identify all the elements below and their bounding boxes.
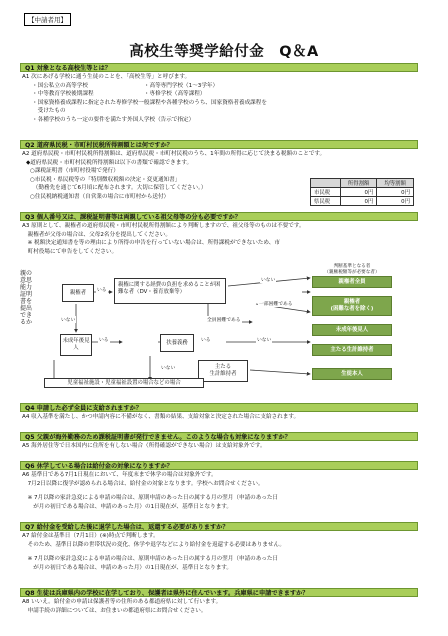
q1-heading: Q1 対象となる高校生等とは？ xyxy=(20,63,418,72)
q6-line: A6 基準日である7月1日現在において、年度末まで休学の場合は対象外です。 xyxy=(22,472,217,478)
result-guardian: 未成年後見人 xyxy=(312,324,392,336)
eligibility-flowchart xyxy=(20,264,418,392)
q1-line: A1 次にあげる学校に通う生徒のことを、「高校生等」と呼びます。 xyxy=(22,74,191,80)
q3-line: ※ 税額決定通知書を等の理由により所得の申告を行っていない場合は、所得課税ができないため、市 xyxy=(22,240,280,247)
q6-answer xyxy=(22,471,278,511)
table-cell: 0円 xyxy=(340,188,377,197)
flow-bottom-box: 児童福祉施設・児童福祉設置の場合などの場合 xyxy=(44,378,204,388)
q7-line: ※ 7月以降の家計急変による申請の場合は、原則申請のあった日の属する月の翌月（申請のあった日 xyxy=(22,556,279,563)
flow-side-question: 親の意思能力証明書を提出できるか xyxy=(20,270,33,326)
q6-heading: Q6 休学している場合は給付金の対象になりますか？ xyxy=(20,461,418,470)
table-header: 均等割額 xyxy=(377,179,414,188)
q7-answer xyxy=(22,532,285,572)
flow-earner-box: 主たる 生計維持者 xyxy=(198,360,248,382)
result-parents-partial: 親権者 (困難な者を除く) xyxy=(312,296,392,316)
result-all-parents: 親権者全員 xyxy=(312,276,392,288)
q1-line: ・国家資格養成課程に指定された専修学校一般課程や各種学校のうち、国家資格者養成課程を xyxy=(32,99,267,106)
table-cell: 市民税 xyxy=(311,188,341,197)
table-cell: 県民税 xyxy=(311,197,341,206)
q3-line: A3 原則として、親権者の道府県民税・市町村民税所得割額により判断しますので、祖父母等のものは不要です。 xyxy=(22,223,305,229)
table-cell: 0円 xyxy=(340,197,377,206)
q8-heading: Q8 生徒は兵庫県内の学校に在学しており、保護者は県外に住んでいます。兵庫県に申請できますか？ xyxy=(20,588,418,597)
q3-heading: Q3 個人番号又は、課税証明書等は両親している祖父母等の分も必要ですか？ xyxy=(20,212,418,221)
flow-guardian-box: 未成年後見人 xyxy=(60,334,92,356)
flow-parent-box: 親権者 xyxy=(62,284,94,302)
table-row xyxy=(311,188,414,197)
q1-line: 受けたもの xyxy=(32,108,66,115)
q8-line: A8 いいえ。給付金の申請は保護者等の住所のある都道府県に対して行います。 xyxy=(22,599,222,605)
q1-answer xyxy=(22,73,267,125)
q7-line: が月の初日である場合は、申請のあった月）の1日現在が、基準日となります。 xyxy=(22,564,233,571)
q6-line: 7月2日以降に復学が認められる場合は、給付金の対象となります。学校へお問合せください。 xyxy=(22,480,264,487)
flow-support-box: 扶養義務 xyxy=(160,334,194,352)
q5-answer xyxy=(22,442,266,451)
q2-answer xyxy=(22,150,325,202)
q2-line: A2 道府県民税・市町村民税所得割額は、道府県民税・市町村民税のうち、1年間の所得に応じて決まる税額のことです。 xyxy=(22,151,326,157)
q1-line: ・中等教育学校後期課程 ・専修学校（高等課程） xyxy=(32,91,206,98)
q5-heading: Q5 父親が海外勤務のため課税証明書が発行できません。このような場合も対象になりますか？ xyxy=(20,432,418,441)
q2-line: ◆道府県民税・市町村民税所得割額は以下の書類で確認できます。 xyxy=(26,159,193,166)
flow-yes-label: いる xyxy=(201,338,211,343)
flow-right-title: 判断基準となる者 （親権税額等が必要な者） xyxy=(324,264,380,275)
flow-yes-label: いる xyxy=(99,338,109,343)
q6-line: ※ 7月以降の家計急変による申請の場合は、原則申請のあった日の属する月の翌月（申請のあった日 xyxy=(22,495,279,502)
q4-heading: Q4 申請した必ず全員に支給されますか？ xyxy=(20,403,418,412)
q7-heading: Q7 給付金を受給した後に退学した場合は、返還する必要がありますか？ xyxy=(20,522,418,531)
flow-yes-label: いる xyxy=(97,288,107,293)
q7-line: A7 給付金は基準日（7月1日）(※)時点で判断します。 xyxy=(22,533,159,539)
table-header: 所得割額 xyxy=(340,179,377,188)
q4-answer xyxy=(22,413,299,422)
q4-line: A4 収入基準を満たし、かつ申請内容に不備がなく、書類の結果、支給対象と決定された場合に支給されます。 xyxy=(22,414,300,420)
flow-all-label: 全員困難である xyxy=(207,318,241,323)
q7-line: そのため、基準日以降の世帯状況の変化、休学や退学などにより給付金を返還する必要はありません。 xyxy=(22,541,286,548)
q2-line: ○市民税・県民税等の「特別徴収税額の決定・変更通知書」 xyxy=(30,176,181,183)
applicant-tag: 【中請者用】 xyxy=(24,13,71,26)
result-student: 生徒本人 xyxy=(312,368,392,380)
q6-line: が月の初日である場合は、申請のあった月）の1日現在が、基準日となります。 xyxy=(22,503,233,510)
q8-line: 申請手続の詳細については、お住まいの都道府県にお問合せください。 xyxy=(22,607,207,614)
flow-no-label: いない xyxy=(61,318,76,323)
q3-answer xyxy=(22,222,305,256)
q2-line: ○課税証明書（市町村役場で発行） xyxy=(30,168,119,175)
q5-line: A5 海外居住等で日本国内に住所を有しない場合（所得確認ができない場合）は支給対象外です。 xyxy=(22,443,266,449)
page-title: 高校生等奨学給付金 Q＆A xyxy=(129,44,319,60)
table-header xyxy=(311,179,341,188)
table-cell: 0円 xyxy=(377,188,414,197)
q8-answer xyxy=(22,598,221,615)
q1-line: ・各種学校のうち一定の要件を満たす外国人学校（告示で指定） xyxy=(32,116,195,123)
q2-line: （勤務先を通じて6月頃に配布されます。大切に保管してください。） xyxy=(30,185,207,192)
table-row xyxy=(311,197,414,206)
flow-question-box: 親権に関する経費の負担を求めることが困難な者（DV・養育放棄等） xyxy=(114,278,226,304)
q2-heading: Q2 道府県民税・市町村民税所得割額とは何ですか？ xyxy=(20,140,418,149)
table-cell: 0円 xyxy=(377,197,414,206)
q3-line: 町村役場にて申告をしてください。 xyxy=(22,248,118,255)
q2-line: ○住民税納税通知書（自営業の場合に市町村から送付） xyxy=(30,193,170,200)
result-main-earner: 主たる生計維持者 xyxy=(312,344,392,356)
flow-no-label: いない xyxy=(257,338,272,343)
tax-example-table xyxy=(310,178,414,206)
flow-no-label: いない xyxy=(161,366,176,371)
flow-partial-label: 一部困難である xyxy=(259,302,293,307)
q1-line: ・国公私立の高等学校 ・高等専門学校（1～3学年） xyxy=(32,82,219,89)
q3-line: 親権者が父母の場合は、父母2名分を提出してください。 xyxy=(22,231,171,238)
flow-no-label: いない xyxy=(261,278,276,283)
